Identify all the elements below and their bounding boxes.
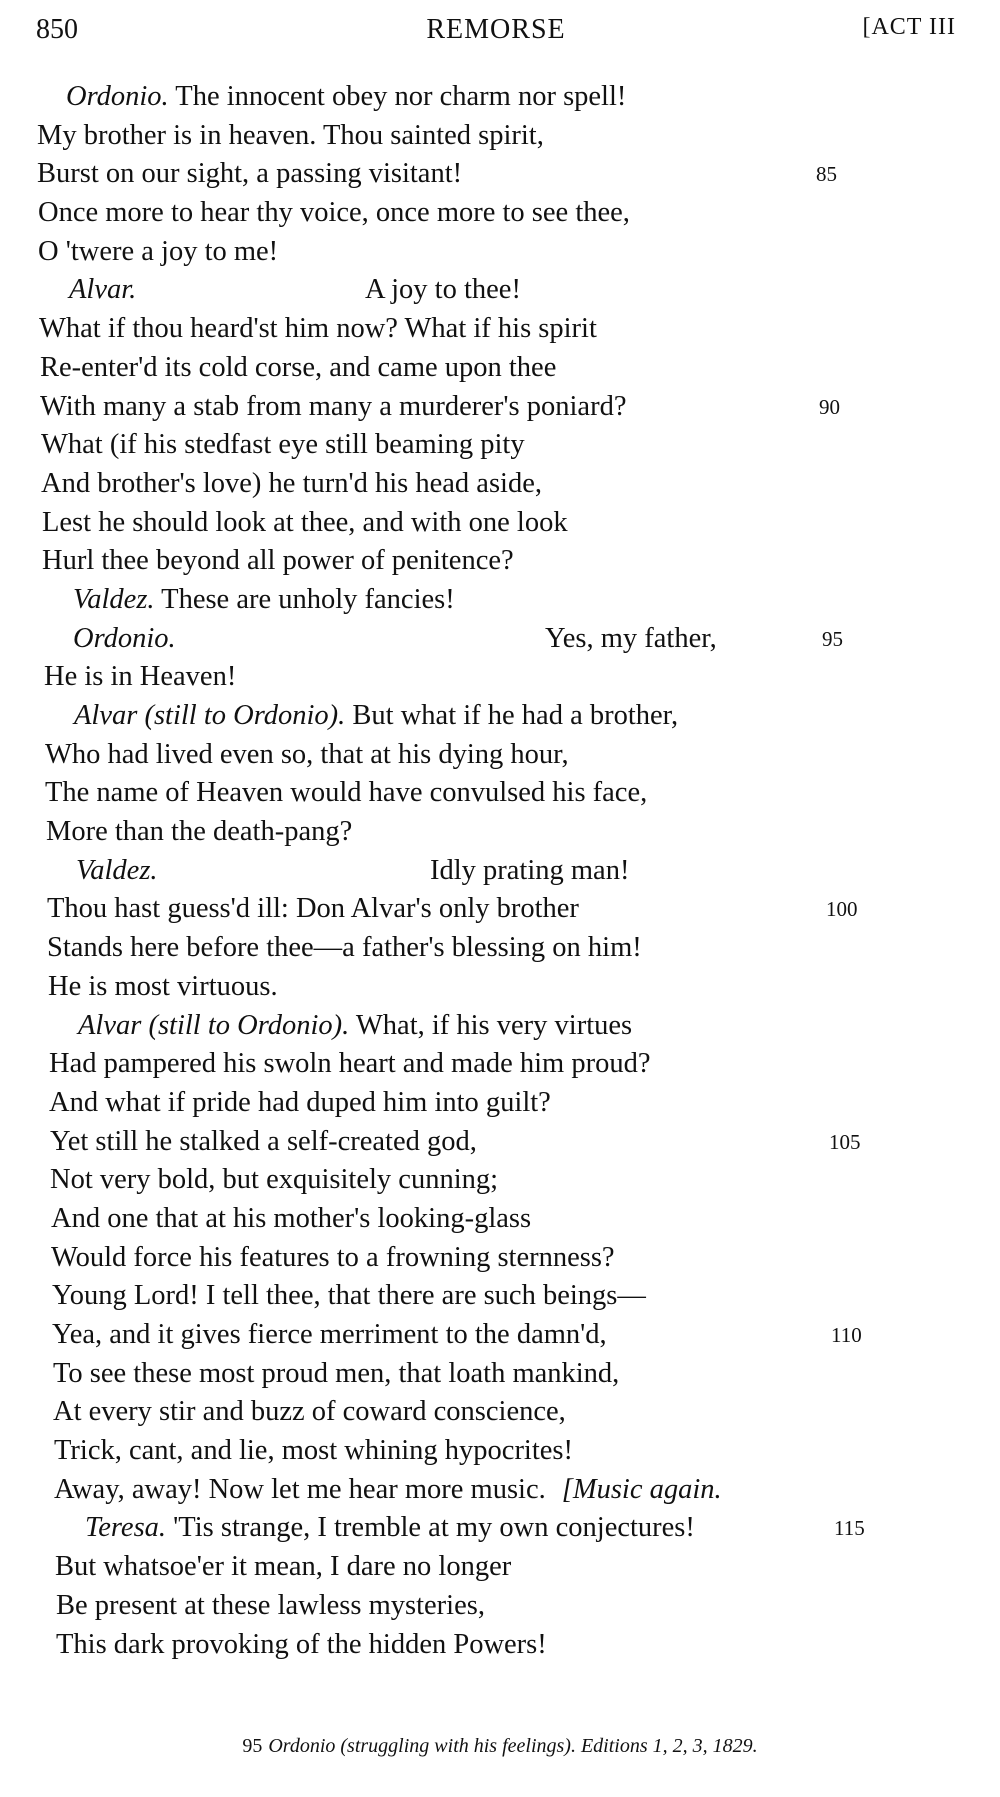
footnote-text: Ordonio (struggling with his feelings). Editions 1, 2, 3, 1829. bbox=[268, 1735, 758, 1757]
line-text bbox=[73, 581, 455, 620]
verse-line bbox=[0, 890, 1000, 929]
verse-line bbox=[0, 542, 1000, 581]
dialogue-text: Young Lord! I tell thee, that there are such beings— bbox=[52, 1280, 646, 1312]
line-text bbox=[73, 620, 176, 659]
split-line-continuation: Idly prating man! bbox=[430, 854, 630, 886]
verse-line bbox=[0, 1007, 1000, 1046]
dialogue-text: What if thou heard'st him now? What if his spirit bbox=[39, 313, 597, 345]
dialogue-text: These are unholy fancies! bbox=[154, 583, 455, 615]
verse-line bbox=[0, 1277, 1000, 1316]
verse-line bbox=[0, 1084, 1000, 1123]
verse-line bbox=[0, 658, 1000, 697]
verse-line bbox=[0, 465, 1000, 504]
stage-direction: [Music again. bbox=[561, 1473, 722, 1505]
line-text bbox=[50, 1123, 477, 1162]
act-label: [ACT III bbox=[862, 14, 956, 40]
dialogue-text: Lest he should look at thee, and with one look bbox=[42, 506, 568, 538]
dialogue-text: Stands here before thee—a father's blessing on him! bbox=[47, 932, 642, 964]
verse-line bbox=[0, 349, 1000, 388]
speaker-name: Alvar bbox=[74, 700, 138, 731]
line-number: 90 bbox=[819, 394, 840, 419]
line-text bbox=[44, 658, 236, 697]
dialogue-text: Would force his features to a frowning sternness? bbox=[51, 1241, 615, 1273]
line-text bbox=[78, 1007, 632, 1046]
dialogue-text: He is in Heaven! bbox=[44, 661, 237, 693]
dialogue-text: The innocent obey nor charm nor spell! bbox=[168, 81, 627, 112]
dialogue-text: Once more to hear thy voice, once more to see thee, bbox=[38, 197, 630, 229]
verse-line bbox=[0, 968, 1000, 1007]
line-text bbox=[40, 349, 556, 388]
line-text bbox=[48, 968, 278, 1007]
line-text bbox=[45, 774, 647, 813]
verse-line bbox=[0, 774, 1000, 813]
line-text bbox=[85, 1509, 695, 1548]
line-number: 95 bbox=[822, 626, 843, 651]
footnote-number: 95 bbox=[242, 1735, 263, 1757]
verse-line bbox=[0, 504, 1000, 543]
dialogue-text: Trick, cant, and lie, most whining hypocrites! bbox=[54, 1435, 573, 1467]
dialogue-text: Had pampered his swoln heart and made him proud? bbox=[49, 1048, 651, 1080]
line-number: 100 bbox=[826, 897, 858, 922]
line-text bbox=[66, 78, 626, 117]
dialogue-text: My brother is in heaven. Thou sainted spirit, bbox=[37, 119, 544, 151]
line-text bbox=[51, 1239, 615, 1278]
verse-line bbox=[0, 620, 1000, 659]
speaker-name: Alvar bbox=[78, 1009, 142, 1041]
line-text bbox=[55, 1548, 511, 1587]
verse-line bbox=[0, 1239, 1000, 1278]
line-text bbox=[53, 1393, 566, 1432]
dialogue-text: But whatsoe'er it mean, I dare no longer bbox=[55, 1551, 512, 1583]
line-text bbox=[69, 271, 136, 310]
speaker-name: Ordonio. bbox=[66, 81, 169, 112]
verse-line bbox=[0, 1200, 1000, 1239]
verse-line bbox=[0, 852, 1000, 891]
verse-line bbox=[0, 1123, 1000, 1162]
verse-line bbox=[0, 1432, 1000, 1471]
line-text bbox=[49, 1045, 651, 1084]
line-text bbox=[41, 465, 542, 504]
dialogue-text: More than the death-pang? bbox=[46, 816, 353, 848]
stage-direction: (still to Ordonio). bbox=[141, 1009, 350, 1041]
line-text bbox=[41, 426, 525, 465]
verse-line bbox=[0, 426, 1000, 465]
line-number: 115 bbox=[834, 1516, 865, 1541]
line-text bbox=[38, 194, 630, 233]
verse-line bbox=[0, 1316, 1000, 1355]
line-text bbox=[49, 1084, 551, 1123]
dialogue-text: Burst on our sight, a passing visitant! bbox=[37, 158, 463, 190]
dialogue-text: Yea, and it gives fierce merriment to the damn'd, bbox=[52, 1319, 607, 1350]
running-title: REMORSE bbox=[426, 14, 566, 45]
verse-line bbox=[0, 1587, 1000, 1626]
verse-line bbox=[0, 1355, 1000, 1394]
footnote bbox=[0, 1735, 1000, 1758]
verse-line bbox=[0, 697, 1000, 736]
dialogue-text: Hurl thee beyond all power of penitence? bbox=[42, 545, 514, 577]
line-text bbox=[51, 1200, 531, 1239]
line-text bbox=[42, 504, 568, 543]
line-text bbox=[39, 310, 597, 349]
dialogue-text: What, if his very virtues bbox=[349, 1009, 633, 1041]
speaker-name: Alvar. bbox=[69, 274, 137, 306]
dialogue-text: Yet still he stalked a self-created god, bbox=[50, 1125, 477, 1157]
split-line-continuation: A joy to thee! bbox=[365, 274, 521, 306]
dialogue-text: To see these most proud men, that loath mankind, bbox=[53, 1357, 620, 1389]
line-text bbox=[37, 117, 544, 156]
line-text bbox=[56, 1626, 547, 1665]
dialogue-text: Be present at these lawless mysteries, bbox=[56, 1589, 485, 1621]
dialogue-text: Not very bold, but exquisitely cunning; bbox=[50, 1164, 499, 1196]
stage-direction: (still to Ordonio). bbox=[137, 700, 346, 731]
verse-line bbox=[0, 581, 1000, 620]
line-text bbox=[54, 1471, 722, 1510]
verse-line bbox=[0, 1161, 1000, 1200]
dialogue-text: And brother's love) he turn'd his head aside, bbox=[41, 467, 542, 499]
line-number: 85 bbox=[816, 162, 837, 187]
verse-line bbox=[0, 310, 1000, 349]
verse-line bbox=[0, 117, 1000, 156]
line-text bbox=[47, 929, 642, 968]
page-number: 850 bbox=[36, 14, 78, 45]
speaker-name: Teresa. bbox=[85, 1512, 167, 1544]
split-line-continuation: Yes, my father, bbox=[545, 622, 717, 654]
verse-line bbox=[0, 813, 1000, 852]
line-text bbox=[47, 890, 579, 929]
verse-line bbox=[0, 1045, 1000, 1084]
verse-line bbox=[0, 78, 1000, 117]
dialogue-text: 'Tis strange, I tremble at my own conjectures! bbox=[166, 1512, 695, 1544]
dialogue-text: The name of Heaven would have convulsed his face, bbox=[45, 777, 648, 809]
line-text bbox=[54, 1432, 573, 1471]
line-number: 105 bbox=[829, 1129, 861, 1154]
page-header bbox=[36, 14, 956, 54]
verse-line bbox=[0, 194, 1000, 233]
dialogue-text: But what if he had a brother, bbox=[345, 700, 679, 731]
dialogue-text: This dark provoking of the hidden Powers! bbox=[56, 1628, 547, 1660]
line-text bbox=[76, 852, 158, 891]
dialogue-text: Thou hast guess'd ill: Don Alvar's only brother bbox=[47, 893, 579, 925]
line-text bbox=[52, 1277, 646, 1316]
line-text bbox=[52, 1316, 607, 1355]
verse-line bbox=[0, 388, 1000, 427]
line-text bbox=[45, 736, 569, 775]
line-text bbox=[74, 697, 678, 736]
dialogue-text: And what if pride had duped him into guilt? bbox=[49, 1086, 551, 1118]
dialogue-text: At every stir and buzz of coward conscience, bbox=[53, 1396, 566, 1428]
verse-line bbox=[0, 271, 1000, 310]
dialogue-text: O 'twere a joy to me! bbox=[38, 235, 279, 267]
verse-body bbox=[0, 78, 1000, 1664]
speaker-name: Ordonio. bbox=[73, 622, 176, 654]
line-text bbox=[38, 233, 278, 272]
line-text bbox=[56, 1587, 485, 1626]
verse-line bbox=[0, 1626, 1000, 1665]
dialogue-text: What (if his stedfast eye still beaming pity bbox=[41, 429, 525, 461]
verse-line bbox=[0, 233, 1000, 272]
verse-line bbox=[0, 155, 1000, 194]
speaker-name: Valdez. bbox=[76, 854, 158, 886]
verse-line bbox=[0, 1393, 1000, 1432]
line-number: 110 bbox=[831, 1323, 862, 1347]
speaker-name: Valdez. bbox=[73, 583, 155, 615]
verse-line bbox=[0, 736, 1000, 775]
line-text bbox=[53, 1355, 619, 1394]
verse-line bbox=[0, 1548, 1000, 1587]
verse-line bbox=[0, 929, 1000, 968]
verse-line bbox=[0, 1471, 1000, 1510]
dialogue-text: Away, away! Now let me hear more music. bbox=[54, 1473, 546, 1505]
dialogue-text: Re-enter'd its cold corse, and came upon thee bbox=[40, 351, 557, 383]
verse-line bbox=[0, 1509, 1000, 1548]
line-text bbox=[37, 155, 462, 194]
line-text bbox=[42, 542, 514, 581]
line-text bbox=[40, 388, 626, 427]
line-text bbox=[46, 813, 352, 852]
dialogue-text: And one that at his mother's looking-glass bbox=[51, 1202, 532, 1234]
line-text bbox=[50, 1161, 498, 1200]
dialogue-text: He is most virtuous. bbox=[48, 970, 278, 1002]
dialogue-text: With many a stab from many a murderer's poniard? bbox=[40, 390, 627, 422]
dialogue-text: Who had lived even so, that at his dying hour, bbox=[45, 738, 569, 770]
